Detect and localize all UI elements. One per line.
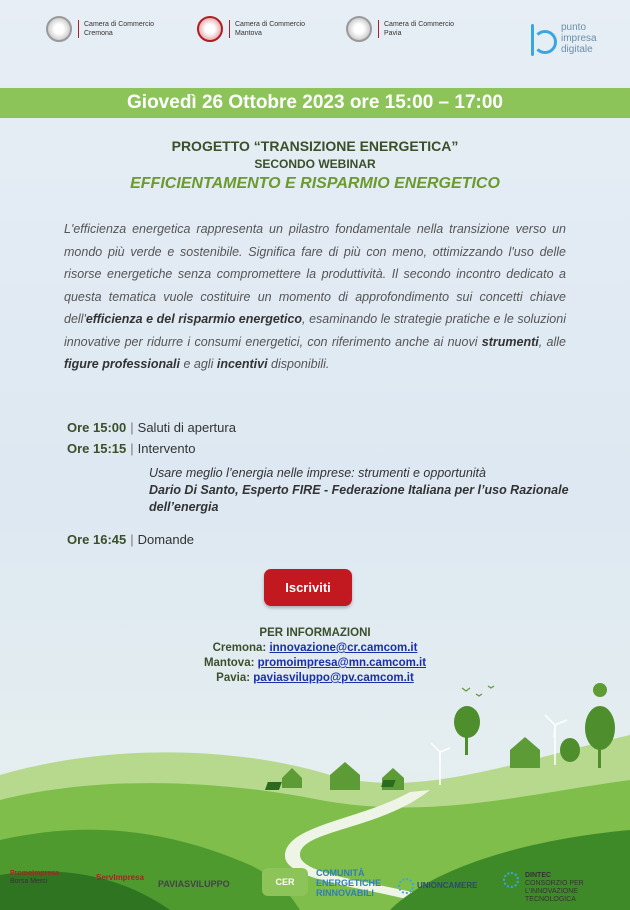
logo-servimpresa[interactable]: ServImpresa <box>96 873 145 882</box>
intro-bold: efficienza e del risparmio energetico <box>85 312 303 326</box>
contact-email-link[interactable]: paviasviluppo@pv.camcom.it <box>253 672 414 684</box>
tree <box>454 706 480 738</box>
talk-title: Usare meglio l’energia nelle imprese: strumenti e opportunità <box>149 466 486 480</box>
agenda-label: Intervento <box>137 441 196 456</box>
agenda-time: Ore 16:45 <box>67 532 127 547</box>
date-banner: Giovedì 26 Ottobre 2023 ore 15:00 – 17:00 <box>0 88 630 118</box>
intro-text: L'efficienza energetica rappresenta un pilastro fondamentale nella transizione verso un mondo più verde e sostenibile. Significa fare di più con meno, ottimizzando l'uso delle risorse energetiche senza compromettere la produttività. Il secondo incontro dedicato a questa tematica vuole costituire un momento di approfondimento sui concetti chiave dell' <box>64 222 566 326</box>
logo-unioncamere[interactable] <box>398 878 477 894</box>
talk-speaker: Dario Di Santo, Esperto FIRE - Federazione Italiana per l’uso Razionale dell’energia <box>149 483 569 514</box>
cer-line3: RINNOVABILI <box>316 888 374 898</box>
tree <box>585 706 615 750</box>
pid-line1: punto <box>561 21 587 33</box>
seal-icon <box>197 16 223 42</box>
promo-line2: Borsa Merci <box>10 878 48 885</box>
contact-city: Cremona: <box>212 642 267 654</box>
tree-trunk <box>465 735 468 755</box>
turbine-blade <box>440 748 450 752</box>
project-title: PROGETTO “TRANSIZIONE ENERGETICA” <box>171 138 459 154</box>
logo-punto-impresa-digitale[interactable] <box>527 18 597 58</box>
intro-paragraph <box>64 218 566 376</box>
turbine-blade <box>555 720 567 725</box>
unioncamere-icon <box>398 878 414 894</box>
logo-paviasviluppo[interactable]: PAVIASVILUPPO <box>158 879 230 889</box>
intro-bold: incentivi <box>216 357 268 371</box>
contact-row <box>0 641 630 656</box>
webinar-subtitle: SECONDO WEBINAR <box>254 157 376 171</box>
dintec-line2: CONSORZIO PER L'INNOVAZIONE <box>525 880 584 895</box>
logo-mantova-line1: Camera di Commercio <box>235 21 306 28</box>
bird <box>476 694 482 696</box>
logo-promoimpresa[interactable] <box>10 870 59 886</box>
agenda-row <box>67 441 195 456</box>
logo-pavia[interactable] <box>346 16 454 42</box>
info-block <box>0 626 630 686</box>
solar-panel <box>265 782 282 790</box>
intro-bold: figure professionali <box>64 357 180 371</box>
house <box>510 737 540 768</box>
birds <box>462 686 494 696</box>
logo-cremona-line2: Cremona <box>84 30 113 37</box>
cer-badge: CER <box>262 868 308 896</box>
logo-mantova[interactable] <box>197 16 305 42</box>
agenda-row <box>67 420 236 435</box>
intro-text: , alle <box>538 334 566 349</box>
house <box>330 762 360 790</box>
agenda-time: Ore 15:15 <box>67 441 127 456</box>
contact-city: Pavia: <box>216 672 251 684</box>
agenda-separator: | <box>130 441 134 456</box>
contact-row <box>0 656 630 671</box>
logo-cremona[interactable] <box>46 16 154 42</box>
register-button[interactable]: Iscriviti <box>264 569 352 606</box>
tree-trunk <box>598 746 601 768</box>
bird <box>462 688 470 691</box>
agenda-time: Ore 15:00 <box>67 420 127 435</box>
seal-icon <box>346 16 372 42</box>
footer-logos <box>0 862 630 910</box>
intro-bold: strumenti <box>481 334 539 349</box>
promo-line1: PromoImpresa <box>10 870 60 877</box>
cer-line2: ENERGETICHE <box>316 878 382 888</box>
topic-title: EFFICIENTAMENTO E RISPARMIO ENERGETICO <box>130 175 500 192</box>
header-logos <box>0 0 630 82</box>
contact-email-link[interactable]: innovazione@cr.camcom.it <box>269 642 418 654</box>
logo-mantova-line2: Mantova <box>235 30 262 37</box>
dintec-line1: DINTEC <box>525 872 552 879</box>
tree <box>560 738 580 762</box>
turbine-blade <box>545 715 555 725</box>
contact-city: Mantova: <box>203 657 255 669</box>
pid-icon <box>527 18 555 58</box>
pid-line2: impresa <box>561 32 597 44</box>
agenda-label: Domande <box>137 532 195 547</box>
turbine-blade <box>554 725 555 738</box>
unioncamere-label: UNIONCAMERE <box>417 881 478 891</box>
cer-line1: COMUNITÀ <box>316 868 365 878</box>
bird <box>488 686 494 688</box>
agenda-separator: | <box>130 532 134 547</box>
seal-icon <box>46 16 72 42</box>
agenda-label: Saluti di apertura <box>137 420 236 435</box>
sun-icon <box>593 683 607 697</box>
logo-cer-mark[interactable] <box>262 868 308 896</box>
logo-dintec[interactable] <box>503 872 630 904</box>
intro-text: , esaminando le strategie pratiche e le soluzioni innovative per ridurre i consumi energetici, con riferimento anche ai nuovi <box>64 312 566 349</box>
logo-comunita-energetiche[interactable] <box>316 868 381 898</box>
contact-email-link[interactable]: promoimpresa@mn.camcom.it <box>257 657 427 669</box>
solar-panel <box>381 780 396 787</box>
agenda-row <box>67 532 194 547</box>
pid-line3: digitale <box>561 43 593 55</box>
logo-pavia-line2: Pavia <box>384 30 402 37</box>
info-heading: PER INFORMAZIONI <box>259 627 371 639</box>
turbine-blade <box>431 743 440 752</box>
intro-text: e agli <box>180 357 217 371</box>
logo-pavia-line1: Camera di Commercio <box>384 21 455 28</box>
intro-text: disponibili. <box>267 357 330 371</box>
logo-cremona-line1: Camera di Commercio <box>84 21 155 28</box>
agenda-separator: | <box>130 420 134 435</box>
talk-details <box>149 466 569 516</box>
dintec-icon <box>503 872 519 888</box>
dintec-line3: TECNOLOGICA <box>525 896 576 903</box>
